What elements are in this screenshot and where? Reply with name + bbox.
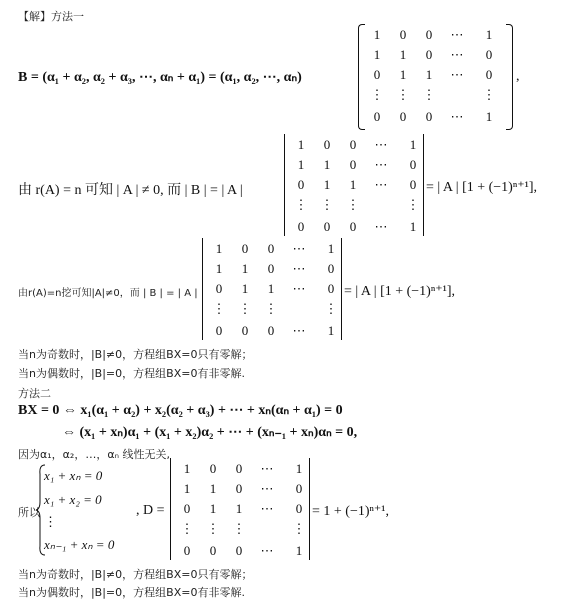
matrix-cell: ⋮: [294, 197, 308, 212]
det-left-bar: [202, 238, 203, 340]
matrix-cell: 1: [399, 47, 407, 62]
matrix-cell: 1: [485, 27, 493, 42]
matrix-cell: 0: [399, 27, 407, 42]
matrix-cell: ⋯: [374, 177, 388, 192]
matrix-cell: ⋯: [374, 137, 388, 152]
matrix-cell: 0: [349, 137, 357, 152]
matrix-cell: 1: [215, 261, 223, 276]
matrix-cell: 1: [295, 461, 303, 476]
matrix-cell: 0: [235, 481, 243, 496]
matrix-cell: 1: [267, 281, 275, 296]
matrix-cell: 0: [215, 281, 223, 296]
matrix-cell: 0: [409, 177, 417, 192]
matrix-cell: 0: [183, 543, 191, 558]
matrix-cell: 0: [209, 543, 217, 558]
matrix-left-bracket: [358, 24, 365, 130]
matrix-cell: ⋮: [346, 197, 360, 212]
matrix-cell: ⋯: [260, 543, 274, 558]
matrix-cell: 0: [297, 219, 305, 234]
matrix-cell: ⋯: [450, 67, 464, 82]
matrix-cell: ⋮: [482, 87, 496, 102]
matrix-cell: 1: [295, 543, 303, 558]
matrix-cell: 1: [399, 67, 407, 82]
matrix-cell: 1: [409, 219, 417, 234]
matrix-cell: 0: [295, 501, 303, 516]
matrix-2: [282, 134, 432, 238]
matrix-cell: ⋯: [450, 47, 464, 62]
matrix-cell: 0: [485, 47, 493, 62]
matrix-cell: 0: [267, 241, 275, 256]
matrix-cell: ⋮: [406, 197, 420, 212]
matrix-cell: ⋮: [212, 301, 226, 316]
det-right-bar: [341, 238, 342, 340]
matrix-cell: 1: [183, 481, 191, 496]
matrix-cell: 1: [327, 241, 335, 256]
matrix-cell: 1: [241, 261, 249, 276]
matrix-cell: ⋯: [260, 481, 274, 496]
system-eq-2: x₁ + x₂ = 0: [44, 492, 102, 507]
matrix-3: [200, 238, 350, 342]
matrix-cell: 0: [373, 67, 381, 82]
matrix-cell: 0: [425, 27, 433, 42]
equation-BX-expanded: ⇔ (x₁ + xₙ)α₁ + (x₁ + x₂)α₂ + ⋯ + (xₙ₋₁ + xₙ)αₙ = 0,: [62, 425, 358, 440]
matrix-cell: 1: [297, 137, 305, 152]
matrix-cell: ⋯: [260, 501, 274, 516]
matrix-cell: 0: [295, 481, 303, 496]
matrix-cell: 1: [425, 67, 433, 82]
matrix-cell: 1: [373, 47, 381, 62]
comma: ,: [516, 69, 520, 84]
matrix-cell: ⋮: [206, 521, 220, 536]
matrix-cell: 0: [425, 109, 433, 124]
matrix-cell: 0: [267, 323, 275, 338]
matrix-cell: 1: [349, 177, 357, 192]
matrix-cell: 1: [373, 27, 381, 42]
matrix-cell: 0: [409, 157, 417, 172]
matrix-cell: 0: [349, 219, 357, 234]
matrix-cell: ⋮: [320, 197, 334, 212]
matrix-cell: 0: [215, 323, 223, 338]
matrix-cell: 1: [209, 481, 217, 496]
matrix-cell: 0: [297, 177, 305, 192]
matrix-cell: 0: [241, 241, 249, 256]
matrix-cell: ⋮: [180, 521, 194, 536]
matrix-cell: 1: [183, 461, 191, 476]
equation-det-1: 由 r(A) = n 可知 | A | ≠ 0, 而 | B | = | A |: [18, 183, 243, 198]
matrix-cell: ⋯: [450, 109, 464, 124]
conclusion-odd-1: 当n为奇数时，|B|≠0，方程组BX=0只有零解；: [18, 348, 253, 361]
matrix-cell: 1: [409, 137, 417, 152]
matrix-cell: 0: [327, 281, 335, 296]
det-right-bar: [423, 134, 424, 236]
matrix-cell: 0: [209, 461, 217, 476]
system-eq-1: x₁ + xₙ = 0: [44, 468, 103, 483]
equation-det-2: 由r(A)=n挖可知|A|≠0，而 | B | = | A |: [18, 288, 198, 299]
conclusion-even-2: 当n为偶数时，|B|=0，方程组BX=0有非零解.: [18, 586, 245, 599]
D-result: = 1 + (−1)ⁿ⁺¹,: [312, 504, 390, 519]
matrix-cell: ⋯: [450, 27, 464, 42]
solution-label: 【解】方法一: [18, 10, 84, 23]
matrix-cell: 1: [209, 501, 217, 516]
matrix-cell: ⋯: [292, 281, 306, 296]
matrix-cell: 0: [323, 137, 331, 152]
matrix-cell: 1: [235, 501, 243, 516]
matrix-cell: ⋮: [264, 301, 278, 316]
matrix-cell: 1: [215, 241, 223, 256]
equation-BX: BX = 0 ⇔ x₁(α₁ + α₂) + x₂(α₂ + α₃) + ⋯ + xₙ(αₙ + α₁) = 0: [18, 403, 343, 418]
det-left-bar: [170, 458, 171, 560]
so-label: 所以: [18, 506, 40, 519]
matrix-cell: 0: [241, 323, 249, 338]
matrix-cell: 1: [327, 323, 335, 338]
matrix-cell: 0: [267, 261, 275, 276]
matrix-cell: ⋯: [292, 261, 306, 276]
matrix-cell: ⋯: [374, 157, 388, 172]
conclusion-even-1: 当n为偶数时，|B|=0，方程组BX=0有非零解.: [18, 367, 245, 380]
matrix-cell: 0: [373, 109, 381, 124]
equation-B: B = (α₁ + α₂, α₂ + α₃, ⋯, αₙ + α₁) = (α₁, α₂, ⋯, αₙ): [18, 70, 302, 85]
matrix-cell: ⋮: [396, 87, 410, 102]
matrix-cell: 0: [235, 461, 243, 476]
matrix-cell: ⋯: [292, 241, 306, 256]
independence-note: 因为α₁，α₂，…，αₙ 线性无关,: [18, 448, 170, 461]
method-2-label: 方法二: [18, 387, 51, 400]
matrix-cell: 0: [235, 543, 243, 558]
matrix-cell: 1: [297, 157, 305, 172]
matrix-cell: ⋮: [238, 301, 252, 316]
matrix-cell: ⋮: [232, 521, 246, 536]
det-left-bar: [284, 134, 285, 236]
matrix-cell: ⋮: [324, 301, 338, 316]
matrix-cell: ⋯: [292, 323, 306, 338]
matrix-cell: ⋯: [374, 219, 388, 234]
matrix-cell: 1: [241, 281, 249, 296]
matrix-cell: 0: [485, 67, 493, 82]
matrix-cell: 0: [183, 501, 191, 516]
matrix-cell: 1: [485, 109, 493, 124]
system-eq-n: xₙ₋₁ + xₙ = 0: [44, 537, 115, 552]
matrix-1: [358, 24, 518, 130]
matrix-cell: 0: [349, 157, 357, 172]
det-right-bar: [309, 458, 310, 560]
system-eq-dots: ⋮: [44, 514, 57, 529]
matrix-cell: ⋮: [292, 521, 306, 536]
det-result-1: = | A | [1 + (−1)ⁿ⁺¹],: [426, 180, 538, 195]
matrix-cell: ⋮: [370, 87, 384, 102]
matrix-4: [168, 458, 318, 562]
matrix-cell: 0: [399, 109, 407, 124]
system-brace: [36, 464, 44, 556]
det-result-2: = | A | [1 + (−1)ⁿ⁺¹],: [344, 284, 456, 299]
conclusion-odd-2: 当n为奇数时，|B|≠0，方程组BX=0只有零解；: [18, 568, 253, 581]
matrix-cell: ⋮: [422, 87, 436, 102]
matrix-cell: 0: [323, 219, 331, 234]
matrix-right-bracket: [506, 24, 513, 130]
matrix-cell: 0: [425, 47, 433, 62]
D-label: , D =: [136, 503, 165, 518]
matrix-cell: 0: [327, 261, 335, 276]
matrix-cell: ⋯: [260, 461, 274, 476]
matrix-cell: 1: [323, 157, 331, 172]
matrix-cell: 1: [323, 177, 331, 192]
